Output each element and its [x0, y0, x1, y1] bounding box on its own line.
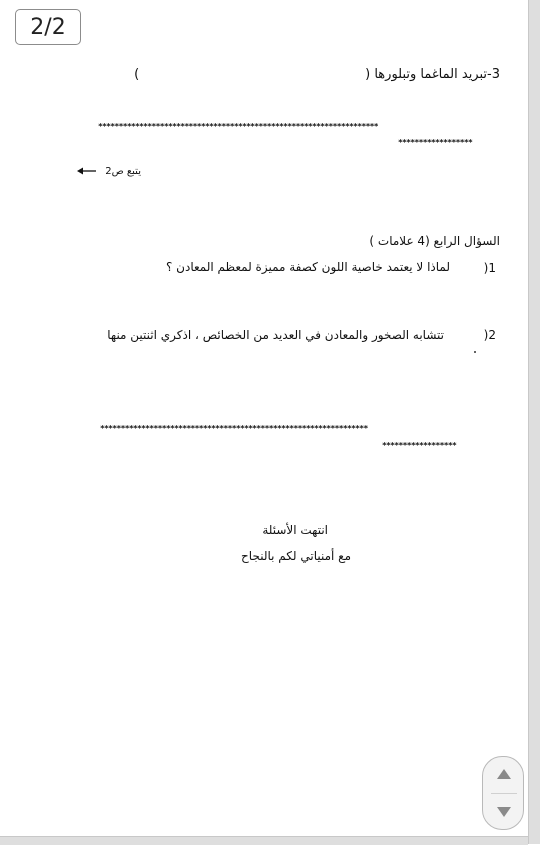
- good-luck-text: مع أمنياتي لكم بالنجاح: [241, 549, 351, 563]
- separator-stars-line: ******************: [382, 441, 457, 450]
- question4-item-number: 2(: [483, 328, 496, 342]
- triangle-down-icon: [496, 806, 512, 818]
- question4-item-text: لماذا لا يعتمد خاصية اللون كصفة مميزة لمعظم المعادن ؟: [165, 260, 450, 274]
- separator-stars-line: ******************: [398, 138, 473, 147]
- question4-title: السؤال الرابع (4 علامات ): [369, 234, 500, 248]
- question3-item-text: 3-تبريد الماغما وتبلورها (: [365, 67, 500, 82]
- triangle-up-icon: [496, 768, 512, 780]
- question4-item-number: 1(: [483, 261, 496, 275]
- question3-item: [134, 67, 500, 82]
- end-of-questions-text: انتهت الأسئلة: [262, 523, 328, 537]
- scroll-down-button[interactable]: [495, 805, 513, 819]
- arrow-left-icon: [77, 165, 97, 177]
- question4-item-text: تتشابه الصخور والمعادن في العديد من الخصائص ، اذكري اثنتين منها: [107, 328, 444, 342]
- stray-dot: [474, 351, 476, 353]
- scroll-up-button[interactable]: [495, 767, 513, 781]
- continue-label: يتبع ص2: [105, 166, 141, 177]
- separator-stars-line: *****************************************************************: [100, 424, 368, 433]
- separator-stars-line: ********************************************************************: [98, 122, 378, 131]
- page-number-badge: 2/2: [15, 9, 81, 45]
- page-scroll-control: [482, 756, 524, 830]
- question3-item-close: ): [134, 67, 140, 82]
- viewer-right-edge: [528, 0, 540, 844]
- scroll-divider: [491, 793, 517, 794]
